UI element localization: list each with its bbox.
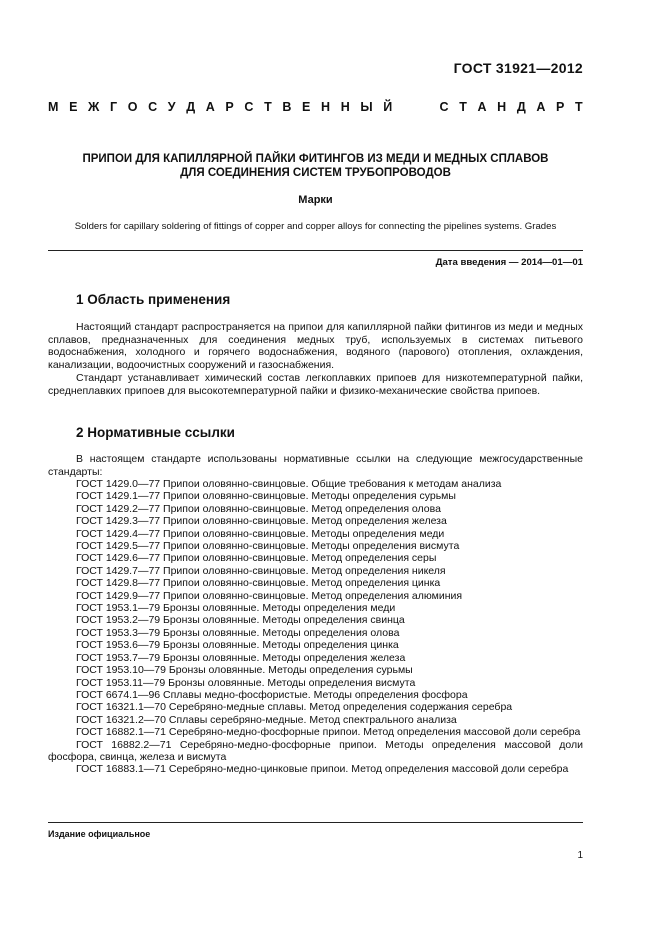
reference-item: ГОСТ 1429.0—77 Припои оловянно-свинцовые. Общие требования к методам анализа (76, 478, 502, 490)
banner-letter: А (536, 100, 546, 114)
section-2-heading: 2 Нормативные ссылки (76, 425, 235, 440)
reference-item: ГОСТ 1429.8—77 Припои оловянно-свинцовые. Метод определения цинка (76, 577, 441, 590)
reference-item: ГОСТ 1953.1—79 Бронзы оловянные. Методы определения меди (76, 602, 396, 615)
banner-letter: У (167, 100, 176, 114)
normative-references-list (48, 478, 583, 776)
banner-letter: Р (556, 100, 565, 114)
interstate-standard-banner (48, 100, 583, 114)
banner-letter: Н (340, 100, 350, 114)
reference-item: ГОСТ 1953.10—79 Бронзы оловянные. Методы определения сурьмы (76, 664, 413, 677)
reference-item: ГОСТ 1429.2—77 Припои оловянно-свинцовые. Метод определения олова (76, 502, 441, 515)
banner-letter: С (439, 100, 449, 114)
banner-letter: Е (302, 100, 311, 114)
title-line-2: ДЛЯ СОЕДИНЕНИЯ СИСТЕМ ТРУБОПРОВОДОВ (180, 167, 451, 179)
banner-letter: Н (497, 100, 507, 114)
section-1-paragraph-2-text: Стандарт устанавливает химический состав легкоплавких припоев для низкотемпературной пайки, среднеплавких припоев для высокотемпературной пайки и физико-механические свойства припоев. (48, 372, 583, 397)
reference-item: ГОСТ 1429.6—77 Припои оловянно-свинцовые. Метод определения серы (76, 552, 437, 565)
banner-letter: С (244, 100, 254, 114)
reference-item: ГОСТ 1953.6—79 Бронзы оловянные. Методы определения цинка (76, 639, 399, 652)
reference-item: ГОСТ 16882.1—71 Серебряно-медно-фосфорные припои. Метод определения массовой доли серебра (76, 726, 581, 739)
banner-letter: Ж (88, 100, 100, 114)
title-line-1: ПРИПОИ ДЛЯ КАПИЛЛЯРНОЙ ПАЙКИ ФИТИНГОВ ИЗ МЕДИ И МЕДНЫХ СПЛАВОВ (82, 153, 549, 165)
document-subtitle: Марки (298, 194, 333, 206)
section-1-heading: 1 Область применения (76, 292, 231, 307)
banner-letter: Д (186, 100, 196, 114)
reference-item: ГОСТ 16882.2—71 Серебряно-медно-фосфорные припои. Методы определения массовой доли фосфора, свинца, железа и висмута (48, 738, 583, 763)
banner-letter: А (477, 100, 487, 114)
banner-gap (403, 100, 429, 114)
reference-item: ГОСТ 1429.7—77 Припои оловянно-свинцовые. Метод определения никеля (76, 564, 446, 577)
reference-item: ГОСТ 1953.11—79 Бронзы оловянные. Методы определения висмута (76, 676, 416, 689)
divider-line (48, 250, 583, 251)
introduction-date: Дата введения — 2014—01—01 (435, 257, 583, 268)
reference-item: ГОСТ 1429.3—77 Припои оловянно-свинцовые. Метод определения железа (76, 515, 447, 528)
reference-item: ГОСТ 1953.7—79 Бронзы оловянные. Методы определения железа (76, 651, 406, 664)
reference-item: ГОСТ 16883.1—71 Серебряно-медно-цинковые припои. Метод определения массовой доли серебра (76, 763, 569, 776)
section-1-paragraph-2 (48, 372, 583, 397)
reference-item: ГОСТ 6674.1—96 Сплавы медно-фосфористые. Методы определения фосфора (76, 688, 468, 701)
banner-letter: Т (459, 100, 467, 114)
section-1-paragraph-1-text: Настоящий стандарт распространяется на припои для капиллярной пайки фитингов из меди и медных сплавов, предназначенных для соединения медных труб, используемых в системах питьевого водоснабжения, холодного и горячего водоснабжения, водяного (парового) отопления, охлаждения, канализации, водоочистных сооружений и газоснабжения. (48, 321, 583, 371)
reference-item: ГОСТ 1429.5—77 Припои оловянно-свинцовые. Методы определения висмута (76, 540, 460, 553)
page-number: 1 (577, 850, 583, 861)
footer-divider (48, 822, 583, 823)
english-title: Solders for capillary soldering of fittings of copper and copper alloys for connecting the pipelines systems. Grades (74, 221, 557, 232)
banner-letter: Т (575, 100, 583, 114)
banner-letter: Н (321, 100, 331, 114)
section-2-intro (48, 453, 583, 478)
banner-letter: Р (225, 100, 234, 114)
official-edition-label: Издание официальное (48, 829, 151, 839)
banner-letter: О (127, 100, 138, 114)
banner-letter: Е (69, 100, 78, 114)
banner-letter: В (282, 100, 292, 114)
section-2-intro-text: В настоящем стандарте использованы нормативные ссылки на следующие межгосударственные стандарты: (48, 453, 583, 478)
reference-item: ГОСТ 16321.2—70 Сплавы серебряно-медные. Метод спектрального анализа (76, 713, 457, 726)
document-title (48, 152, 583, 180)
standard-code: ГОСТ 31921—2012 (453, 60, 583, 76)
reference-item: ГОСТ 1429.4—77 Припои оловянно-свинцовые. Методы определения меди (76, 527, 445, 540)
banner-letter: Ы (360, 100, 373, 114)
reference-item: ГОСТ 1429.9—77 Припои оловянно-свинцовые. Метод определения алюминия (76, 589, 463, 602)
reference-item: ГОСТ 1953.3—79 Бронзы оловянные. Методы определения олова (76, 626, 400, 639)
banner-letter: М (48, 100, 59, 114)
section-1-paragraph-1 (48, 321, 583, 371)
banner-letter: Г (110, 100, 118, 114)
reference-item: ГОСТ 1953.2—79 Бронзы оловянные. Методы определения свинца (76, 614, 405, 627)
reference-item: ГОСТ 16321.1—70 Серебряно-медные сплавы. Метод определения содержания серебра (76, 701, 513, 714)
banner-letter: Д (516, 100, 526, 114)
reference-item: ГОСТ 1429.1—77 Припои оловянно-свинцовые. Методы определения сурьмы (76, 490, 456, 503)
banner-letter: Й (383, 100, 393, 114)
banner-letter: А (205, 100, 215, 114)
banner-letter: Т (264, 100, 272, 114)
banner-letter: С (148, 100, 158, 114)
